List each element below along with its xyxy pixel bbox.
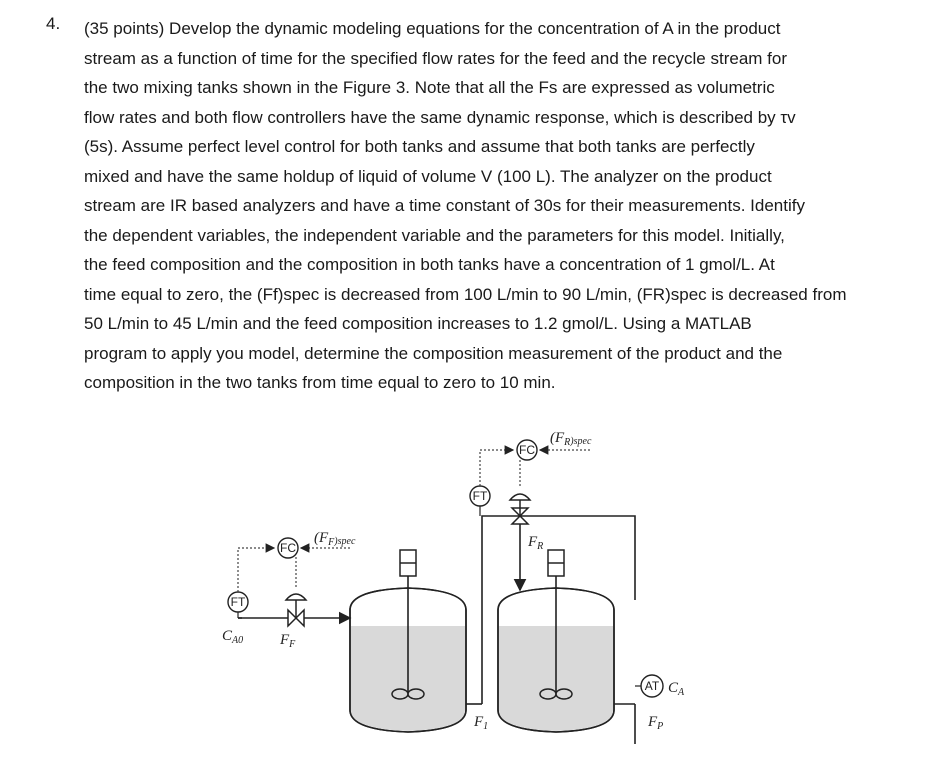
- ft-recycle-label: FT: [472, 489, 488, 503]
- fr-sub: R: [537, 541, 544, 552]
- svg-text:CA0: [222, 628, 243, 646]
- ca0-sub: A0: [232, 635, 244, 646]
- fp-label: F: [648, 714, 658, 730]
- ff-spec-tail: )spec: [334, 536, 356, 547]
- svg-text:F1: [473, 714, 488, 732]
- at-label: AT: [644, 679, 660, 693]
- process-diagram: [180, 404, 740, 780]
- question-line: stream are IR based analyzers and have a time constant of 30s for their measurements. Identify: [84, 196, 805, 215]
- feed-flow-transmitter: [228, 592, 248, 618]
- question-line: (35 points) Develop the dynamic modeling equations for the concentration of A in the product: [84, 19, 781, 38]
- ff-spec-sub: F: [328, 537, 335, 548]
- question-line: stream as a function of time for the specified flow rates for the feed and the recycle stream for: [84, 48, 788, 68]
- recycle-flow-controller: [480, 440, 590, 488]
- svg-text:(FF)spec: [314, 530, 356, 548]
- f1-sub: 1: [483, 721, 489, 732]
- question-line: time equal to zero, the (Ff)spec is decreased from 100 L/min to 90 L/min, (FR)spec is decreased from: [84, 284, 847, 304]
- fr-spec-label: (F: [550, 430, 565, 446]
- analyzer-transmitter: [635, 675, 663, 697]
- question-line: mixed and have the same holdup of liquid of volume V (100 L). The analyzer on the product: [84, 166, 772, 186]
- ff-sub: F: [289, 639, 296, 650]
- question-line: (5s). Assume perfect level control for both tanks and assume that both tanks are perfectly: [84, 137, 755, 156]
- recycle-flow-transmitter: [470, 486, 490, 516]
- ft-feed-label: FT: [230, 595, 246, 609]
- svg-text:(FR)spec: [550, 430, 592, 448]
- fc-feed-label: FC: [280, 541, 296, 555]
- recycle-control-valve: [510, 494, 530, 524]
- feed-control-valve: [286, 594, 306, 626]
- product-line: [614, 600, 635, 744]
- question-number: 4.: [46, 14, 61, 33]
- question-line: the feed composition and the composition in both tanks have a concentration of 1 gmol/L. At: [84, 255, 775, 274]
- question-line: composition in the two tanks from time equal to zero to 10 min.: [84, 373, 556, 392]
- fp-sub: P: [657, 721, 664, 732]
- ff-spec-label: (F: [314, 530, 329, 546]
- svg-text:CA: [668, 680, 685, 698]
- question-line: the dependent variables, the independent variable and the parameters for this model. Initially,: [84, 225, 785, 245]
- svg-text:FP: [647, 714, 663, 732]
- question-text: [84, 14, 914, 398]
- question-line: program to apply you model, determine the composition measurement of the product and the: [84, 343, 783, 363]
- ca-label: C: [668, 680, 679, 696]
- fc-recycle-label: FC: [519, 443, 535, 457]
- ca-sub: A: [678, 687, 685, 698]
- f1-label: F: [474, 714, 484, 730]
- fr-spec-tail: )spec: [570, 436, 592, 447]
- fr-label: F: [528, 534, 538, 550]
- question-line: flow rates and both flow controllers have the same dynamic response, which is described by τv: [84, 107, 796, 127]
- fr-spec-sub: R: [564, 437, 571, 448]
- ff-label: F: [280, 632, 290, 648]
- svg-text:FR: [527, 534, 543, 552]
- svg-text:FF: [279, 632, 296, 650]
- question-line: 50 L/min to 45 L/min and the feed composition increases to 1.2 gmol/L. Using a MATLAB: [84, 314, 752, 333]
- question-line: the two mixing tanks shown in the Figure 3. Note that all the Fs are expressed as volumetric: [84, 78, 775, 97]
- ca0-label: C: [222, 628, 233, 644]
